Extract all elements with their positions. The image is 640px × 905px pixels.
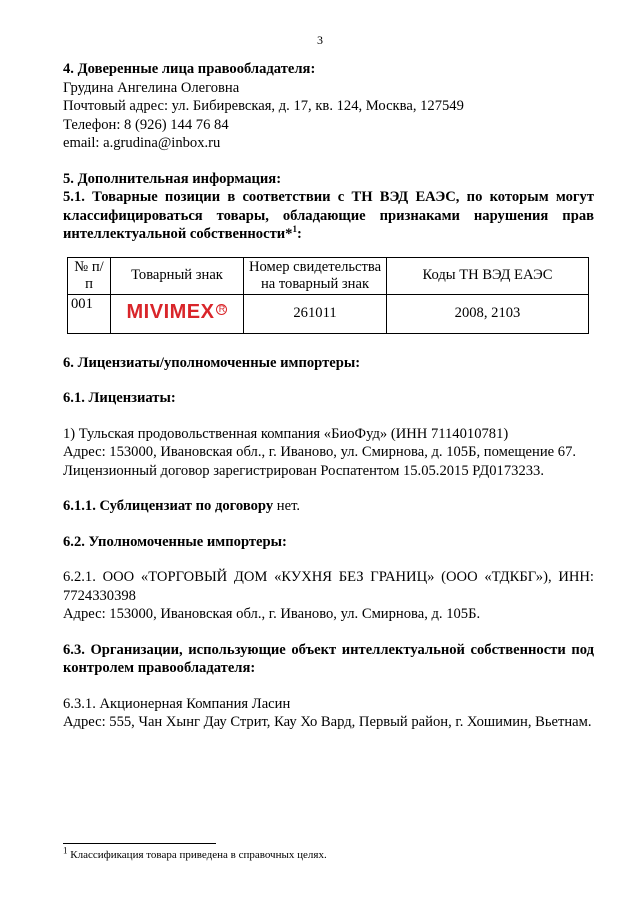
mivimex-logo xyxy=(126,301,228,323)
trustee-phone: Телефон: 8 (926) 144 76 84 xyxy=(63,116,229,133)
org-1-address: Адрес: 555, Чан Хынг Дау Стрит, Кау Хо Вард, Первый район, г. Хошимин, Вьетнам. xyxy=(63,714,592,730)
section-5-heading: 5. Дополнительная информация: xyxy=(63,170,282,187)
sublicensee-line: 6.1.1. Сублицензиат по договору нет. xyxy=(63,498,301,514)
page-number: 3 xyxy=(317,33,323,47)
section-6-heading: 6. Лицензиаты/уполномоченные импортеры: xyxy=(63,354,361,371)
footnote: $^1$ Классификация товара приведена в справочных целях. xyxy=(63,845,327,861)
org-1: 6.3.1. Акционерная Компания Ласин xyxy=(63,695,291,712)
footnote-ref[interactable]: 1 xyxy=(292,224,297,235)
customs-codes: 2008, 2103 xyxy=(387,294,589,333)
col-header-number: № п/п xyxy=(68,257,111,294)
licensee-1: 1) Тульская продовольственная компания «БиоФуд» (ИНН 7114010781) xyxy=(63,425,509,442)
certificate-number: 261011 xyxy=(244,294,387,333)
trustee-name: Грудина Ангелина Олеговна xyxy=(63,79,240,96)
section-4-heading: 4. Доверенные лица правообладателя: xyxy=(63,61,316,77)
section-6-3-heading: 6.3. Организации, использующие объект интеллектуальной собственности под контролем правообладателя: xyxy=(63,641,594,676)
importer-1-address: Адрес: 153000, Ивановская обл., г. Иваново, ул. Смирнова, д. 105Б. xyxy=(63,606,481,622)
table-row xyxy=(68,294,589,333)
row-number: 001 xyxy=(68,294,111,333)
section-5-1-heading: 5.1. Товарные позиции в соответствии с ТН ВЭД ЕАЭС, по которым могут классифицироваться товары, обладающие признаками нарушения прав интеллектуальной собственности*$^1$: xyxy=(63,189,594,242)
licensee-1-address: Адрес: 153000, Ивановская обл., г. Иваново, ул. Смирнова, д. 105Б, помещение 67. xyxy=(63,444,577,460)
col-header-codes: Коды ТН ВЭД ЕАЭС xyxy=(387,257,589,294)
section-6-1-heading: 6.1. Лицензиаты: xyxy=(63,390,176,406)
trustee-address: Почтовый адрес: ул. Бибиревская, д. 17, кв. 124, Москва, 127549 xyxy=(63,98,464,114)
registered-mark-icon: R xyxy=(216,304,227,315)
col-header-trademark: Товарный знак xyxy=(111,257,244,294)
page-content xyxy=(63,60,594,732)
licensee-1-contract: Лицензионный договор зарегистрирован Роспатентом 15.05.2015 РД0173233. xyxy=(63,462,544,479)
logo-text: MIVIMEX xyxy=(126,301,215,323)
col-header-certificate: Номер свидетельства на товарный знак xyxy=(244,257,387,294)
section-6-2-heading: 6.2. Уполномоченные импортеры: xyxy=(63,533,287,550)
trademark-table xyxy=(67,257,589,334)
trustee-email: email: a.grudina@inbox.ru xyxy=(63,135,221,151)
importer-1: 6.2.1. ООО «ТОРГОВЫЙ ДОМ «КУХНЯ БЕЗ ГРАНИЦ» (ООО «ТДКБГ»), ИНН: 7724330398 xyxy=(63,569,594,604)
trademark-cell xyxy=(111,294,244,333)
footnote-divider xyxy=(63,843,216,844)
